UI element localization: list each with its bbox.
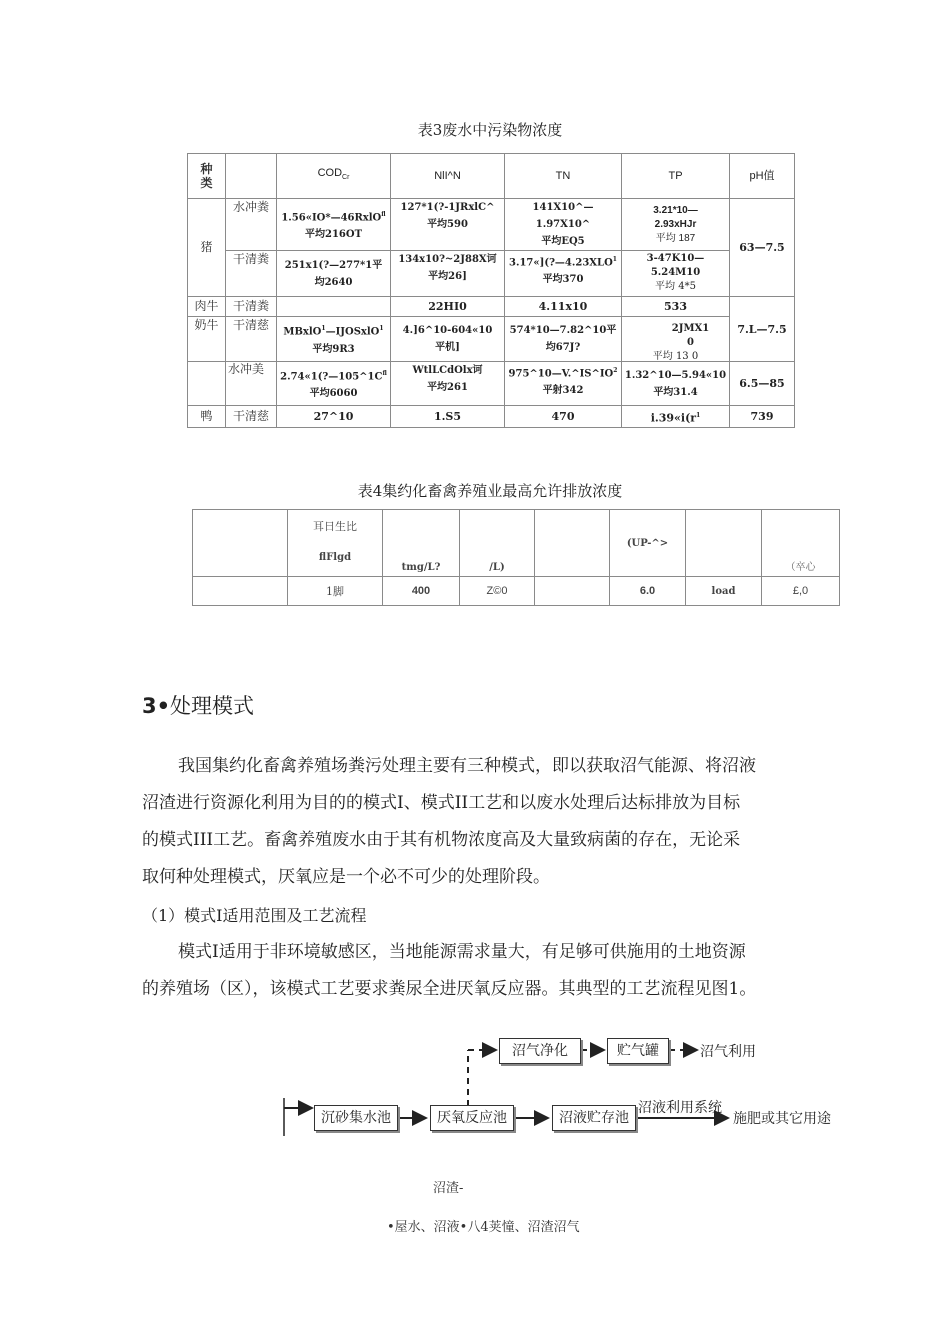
cell-cattle-ph: 7.L—7.5: [730, 297, 795, 362]
p1-line4: 取何种处理模式，厌氧应是一个必不可少的处理阶段。: [142, 867, 550, 887]
cell-water-cod-b: 平均6060: [309, 388, 358, 400]
label-legend: •屋水、沼液•八4荚憧、沼渣沼气: [387, 1220, 580, 1235]
cell-beef-tp: 533: [622, 297, 730, 317]
table3-caption: 表3废水中污染物浓度: [417, 121, 563, 139]
box-biogas-purify: 沼气净化: [499, 1038, 581, 1064]
cell-pig-water-cod-sup: fl: [381, 210, 386, 218]
t4-h3: tmg/L?: [383, 510, 460, 577]
cell-pig-dry-cod-a: 251x1(?—277*1平: [284, 259, 383, 271]
header-species: 种类: [188, 154, 226, 199]
t4-h6: (UP-^>: [610, 510, 686, 577]
cell-pig-water-nh-b: 平均590: [427, 219, 468, 230]
section-number: 3•: [142, 694, 171, 718]
cell-dairy-cod-sup1: 1: [321, 325, 326, 333]
box-slurry-storage: 沼液贮存池: [552, 1105, 636, 1131]
cell-dairy-cod-b: 平均9R3: [312, 343, 355, 355]
cell-water-tp-b: 平均31.4: [653, 386, 698, 398]
cell-pig-dry-tn-b: 平均370: [542, 274, 584, 286]
t4-h4: /L): [460, 510, 535, 577]
header-cod-text: COD: [317, 167, 343, 180]
cell-pig-dry-tn-sup: 1: [612, 256, 617, 263]
cell-dairy-cod-a: MBxlO: [283, 326, 322, 338]
cell-pig-dry-tp-b: 5.24M10: [650, 266, 701, 278]
p2-line2: 的养殖场（区），该模式工艺要求粪尿全进厌氧反应器。其典型的工艺流程见图1。: [142, 979, 757, 999]
species-dairy: 奶牛: [188, 317, 226, 362]
p1-line1: 我国集约化畜禽养殖场粪污处理主要有三种模式，即以获取沼气能源、将沼液: [178, 756, 756, 776]
cell-pig-dry-nh-b: 平均26]: [428, 271, 467, 282]
t4-h2-bottom: flFlgd: [318, 552, 352, 563]
cell-pig-water-cod-a: 1.56«IO*—46RxlO: [281, 212, 382, 224]
header-cod-sub: Cr: [342, 174, 350, 182]
cell-water-ph: 6.5—85: [730, 362, 795, 406]
cell-dairy-tn-a: 574*10—7.82^10平: [509, 325, 617, 336]
section-title: 处理模式: [170, 694, 255, 718]
cell-pig-ph: 63—7.5: [730, 199, 795, 297]
cell-water-tp-a: 1.32^10—5.94«10: [624, 369, 727, 381]
label-slurry-system: 沼液利用系统: [638, 1100, 722, 1116]
cell-dairy-nh-a: 4.]6^10-604«10: [402, 325, 493, 336]
cell-water-cod-a: 2.74«1(?—105^1C: [280, 371, 383, 383]
cell-pig-water-tp-a: 3.21*10—: [653, 204, 698, 216]
t4-v2: 1脚: [288, 577, 383, 606]
cell-pig-dry-tp-c: 平均 4*5: [655, 280, 696, 292]
p2-line1: 模式I适用于非环境敏感区，当地能源需求量大，有足够可供施用的土地资源: [178, 942, 746, 962]
cell-pig-water-tn-b: 平均EQ5: [541, 236, 585, 247]
label-fertilize: 施肥或其它用途: [733, 1111, 831, 1127]
t4-h2-top: 耳日生比: [313, 520, 357, 533]
cell-beef-nh: 22HI0: [391, 297, 505, 317]
cell-water-tn-b: 平射342: [542, 385, 584, 397]
cell-pig-water-tp-c: 平均 187: [655, 232, 696, 244]
cell-water-tn-a: 975^10—V.^IS^IO: [508, 368, 614, 380]
duck-dry-label: 干清慈: [226, 406, 277, 428]
cell-beef-tn: 4.11x10: [505, 297, 622, 317]
cell-duck-tp-sup: 1: [696, 411, 701, 419]
species-beef: 肉牛: [188, 297, 226, 317]
p1-line3: 的模式III工艺。畜禽养殖废水由于其有机物浓度高及大量致病菌的存在，无论采: [142, 830, 741, 850]
t4-v8: £,0: [762, 577, 840, 606]
cell-pig-water-tp-b: 2.93xHJr: [654, 218, 697, 230]
cell-water-tn-sup: 2: [613, 367, 618, 374]
box-sedimentation: 沉砂集水池: [314, 1105, 398, 1131]
cell-pig-dry-cod-b: 均2640: [314, 276, 353, 288]
cell-water-cod-sup: fl: [382, 369, 387, 377]
pig-water-label: 水冲粪: [226, 199, 277, 251]
t4-v4: Z©0: [460, 577, 535, 606]
water-beauty-label: 水冲美: [226, 362, 277, 406]
cell-duck-nh: 1.S5: [391, 406, 505, 428]
cell-pig-water-nh-a: 127*1(?-1JRxlC^: [400, 202, 495, 213]
pig-dry-label: 干清粪: [226, 251, 277, 297]
box-gas-tank: 贮气罐: [607, 1038, 669, 1064]
cell-dairy-cod-sup2: 1: [379, 325, 384, 333]
cell-duck-cod: 27^10: [277, 406, 391, 428]
cell-duck-ph: 739: [730, 406, 795, 428]
dairy-dry-label: 干清慈: [226, 317, 277, 362]
t4-h8: （卒心: [762, 510, 840, 577]
box-anaerobic: 厌氧反应池: [430, 1105, 514, 1131]
cell-duck-tp-text: i.39«i(r: [650, 411, 697, 425]
cell-water-nh-a: WtlLCdOlx诃: [412, 365, 483, 376]
cell-dairy-cod-a3: —IJOSxlO: [325, 326, 380, 338]
header-tp: TP: [622, 154, 730, 199]
species-duck: 鸭: [188, 406, 226, 428]
cell-dairy-tp-b: 0: [687, 336, 694, 348]
header-ph: pH值: [730, 154, 795, 199]
table4-caption: 表4集约化畜禽养殖业最高允许排放浓度: [357, 482, 623, 500]
cell-dairy-nh-b: 平机]: [435, 342, 460, 353]
cell-pig-water-tn-a: 141X10^—1.97X10^: [532, 202, 594, 230]
species-pig: 猪: [188, 199, 226, 297]
cell-duck-tn: 470: [505, 406, 622, 428]
cell-pig-dry-tn-a: 3.17«](?—4.23XLO: [509, 257, 613, 269]
p1-line2: 沼渣进行资源化利用为目的的模式I、模式II工艺和以废水处理后达标排放为目标: [142, 793, 741, 813]
beef-dry-label: 干清粪: [226, 297, 277, 317]
header-nh: NlI^N: [391, 154, 505, 199]
cell-pig-water-cod-b: 平均216OT: [304, 229, 363, 241]
cell-pig-dry-nh-a: 134x10?~2J88X诃: [398, 254, 497, 265]
cell-dairy-tp-c: 平均 13 0: [652, 350, 699, 361]
cell-pig-dry-tp-a: 3-47K10—: [646, 252, 705, 264]
header-tn: TN: [505, 154, 622, 199]
label-biogas-use: 沼气利用: [700, 1044, 756, 1060]
t4-v6: 6.0: [610, 577, 686, 606]
label-residue: 沼渣-: [433, 1181, 464, 1196]
cell-dairy-tn-b: 均67J?: [545, 342, 581, 353]
cell-water-nh-b: 平均261: [427, 382, 468, 393]
t4-v3: 400: [383, 577, 460, 606]
subheading-1: （1）模式I适用范围及工艺流程: [142, 906, 367, 925]
t4-v7: load: [686, 577, 762, 606]
cell-dairy-tp-a: 2JMX1: [671, 322, 710, 334]
